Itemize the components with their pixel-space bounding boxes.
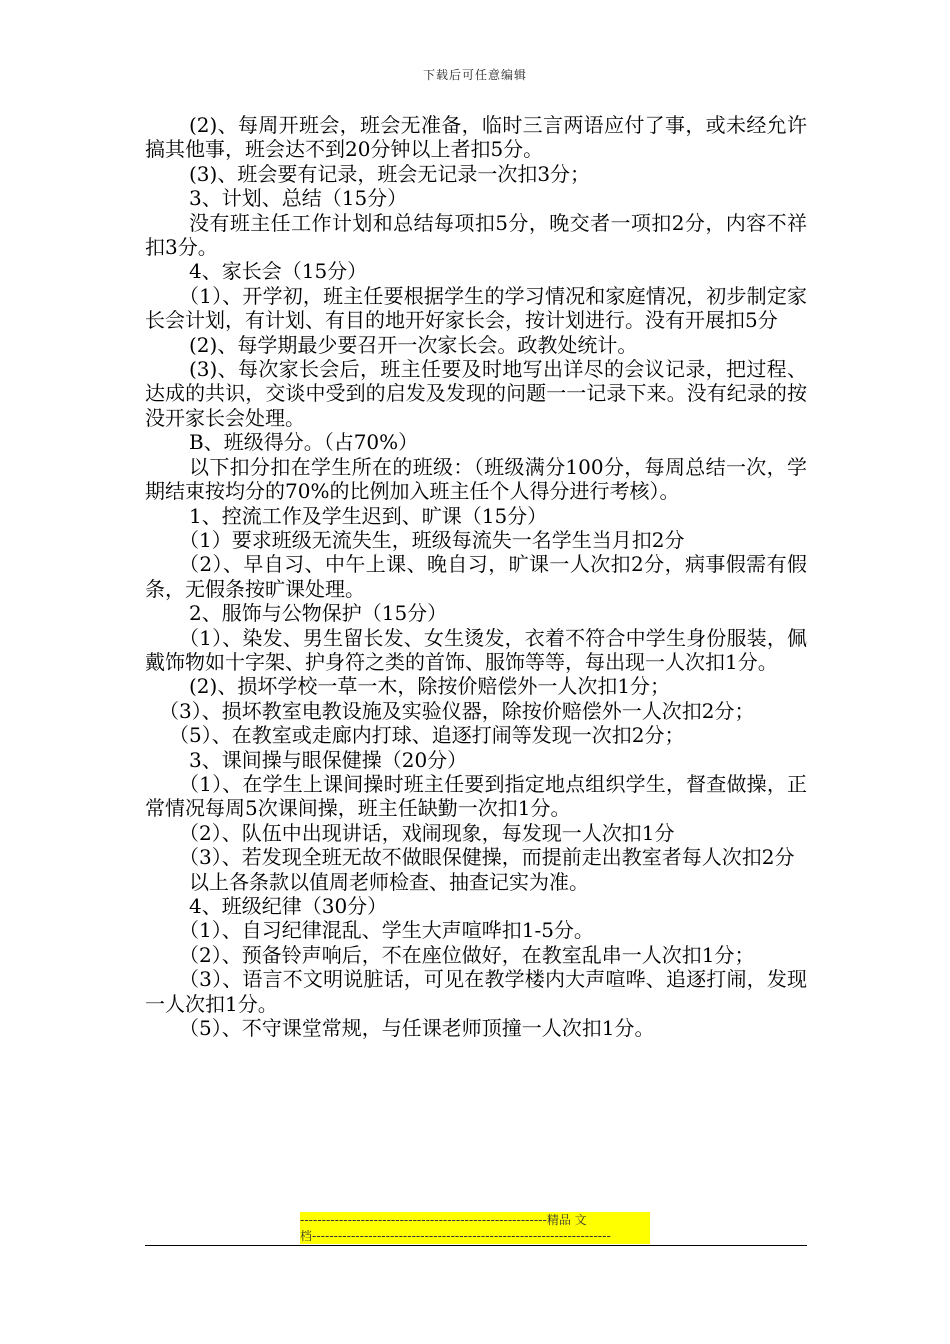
section-heading: 2、服饰与公物保护（15分） bbox=[189, 601, 448, 626]
paragraph: （2）、预备铃声响后，不在座位做好，在教室乱串一人次扣1分； bbox=[179, 942, 755, 967]
paragraph: (2)、每学期最少要召开一次家长会。政教处统计。 bbox=[189, 332, 638, 357]
paragraph: 以上各条款以值周老师检查、抽查记实为准。 bbox=[189, 869, 589, 894]
footer-rule bbox=[145, 1245, 807, 1246]
paragraph: 没有班主任工作计划和总结每项扣5分，晚交者一项扣2分，内容不祥扣3分。 bbox=[145, 210, 807, 260]
paragraph: （1）、自习纪律混乱、学生大声喧哗扣1-5分。 bbox=[179, 918, 594, 943]
paragraph: (2)、损坏学校一草一木，除按价赔偿外一人次扣1分； bbox=[189, 674, 671, 699]
footer-line-2: 档--------------------------------------------------------------------- bbox=[300, 1228, 650, 1244]
section-heading: 1、控流工作及学生迟到、旷课（15分） bbox=[189, 503, 548, 528]
paragraph: （3）、损坏教室电教设施及实验仪器，除按价赔偿外一人次扣2分； bbox=[159, 698, 755, 723]
paragraph: (2)、每周开班会，班会无准备，临时三言两语应付了事，或未经允许搞其他事，班会达不到20分钟以上者扣5分。 bbox=[145, 113, 807, 162]
paragraph: （3）、语言不文明说脏话，可见在教学楼内大声喧哗、追逐打闹，发现一人次扣1分。 bbox=[145, 967, 807, 1016]
paragraph: (3)、班会要有记录，班会无记录一次扣3分； bbox=[189, 161, 591, 186]
paragraph: （1）、在学生上课间操时班主任要到指定地点组织学生，督查做操，正常情况每周5次课间操，班主任缺勤一次扣1分。 bbox=[145, 771, 807, 821]
page-header: 下载后可任意编辑 bbox=[422, 68, 527, 82]
section-heading: B、班级得分。（占70%） bbox=[189, 430, 419, 455]
section-heading: 4、班级纪律（30分） bbox=[189, 894, 388, 918]
section-heading: 3、计划、总结（15分） bbox=[189, 186, 408, 211]
paragraph: （1）要求班级无流失生，班级每流失一名学生当月扣2分 bbox=[179, 527, 685, 552]
section-heading: 3、课间操与眼保健操（20分） bbox=[189, 747, 468, 772]
paragraph: （5）、在教室或走廊内打球、追逐打闹等发现一次扣2分； bbox=[169, 723, 685, 748]
paragraph: （2）、早自习、中午上课、晚自习，旷课一人次扣2分，病事假需有假条，无假条按旷课处理。 bbox=[145, 552, 807, 601]
paragraph: 以下扣分扣在学生所在的班级：（班级满分100分，每周总结一次，学期结束按均分的70%的比例加入班主任个人得分进行考核）。 bbox=[145, 454, 807, 504]
paragraph: (3)、每次家长会后，班主任要及时地写出详尽的会议记录，把过程、达成的共识，交谈中受到的启发及发现的问题一一记录下来。没有纪录的按没开家长会处理。 bbox=[145, 357, 807, 430]
paragraph: （5）、不守课堂常规，与任课老师顶撞一人次扣1分。 bbox=[179, 1016, 655, 1041]
paragraph: （1）、开学初，班主任要根据学生的学习情况和家庭情况，初步制定家长会计划，有计划、有目的地开好家长会，按计划进行。没有开展扣5分 bbox=[145, 283, 807, 333]
section-heading: 4、家长会（15分） bbox=[189, 259, 368, 284]
paragraph: （3）、若发现全班无故不做眼保健操，而提前走出教室者每人次扣2分 bbox=[179, 845, 795, 870]
paragraph: （2）、队伍中出现讲话，戏闹现象，每发现一人次扣1分 bbox=[179, 820, 675, 845]
footer-watermark bbox=[300, 1212, 650, 1244]
footer-line-1: ---------------------------------------------------------精品 文 bbox=[300, 1212, 650, 1228]
paragraph: （1）、染发、男生留长发、女生烫发，衣着不符合中学生身份服装，佩戴饰物如十字架、护身符之类的首饰、服饰等等，每出现一人次扣1分。 bbox=[145, 625, 807, 674]
document-body bbox=[145, 113, 807, 1040]
